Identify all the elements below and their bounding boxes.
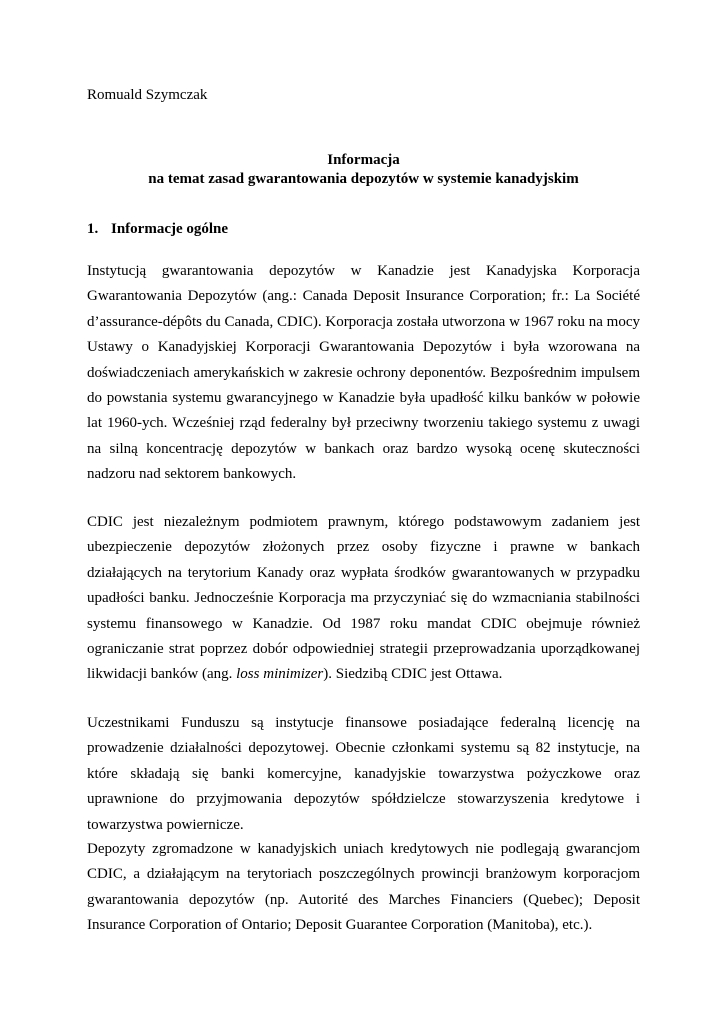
section-title: Informacje ogólne [111,221,229,237]
paragraph-2-italic-term: loss minimizer [236,666,324,683]
author-name: Romuald Szymczak [87,87,208,103]
document-title [87,151,640,189]
title-line-1: Informacja [327,152,400,168]
section-number: 1. [87,221,99,237]
paragraph-2 [87,510,640,688]
paragraph-3: Uczestnikami Funduszu są instytucje finansowe posiadające federalną licencję na prowadzenie działalności depozytowej. Obecnie członkami systemu są 82 instytucje, na które składają się banki komercyjne, kanadyjskie towarzystwa pożyczkowe oraz uprawnione do przyjmowania depozytów spółdzielcze stowarzyszenia kredytowe i towarzystwa powiernicze. [87,715,640,833]
paragraph-2-text-before: CDIC jest niezależnym podmiotem prawnym, którego podstawowym zadaniem jest ubezpieczenie depozytów złożonych przez osoby fizyczne i prawne w bankach działających na terytorium Kanady oraz wypłata środków gwarantowanych w przypadku upadłości banku. Jednocześnie Korporacja ma przyczyniać się do wzmacniania stabilności systemu finansowego w Kanadzie. Od 1987 roku mandat CDIC obejmuje również ograniczanie strat poprzez dobór odpowiedniej strategii przeprowadzania uporządkowanej likwidacji banków (ang. [87,514,640,683]
paragraph-4: Depozyty zgromadzone w kanadyjskich uniach kredytowych nie podlegają gwarancjom CDIC, a działającym na terytoriach poszczególnych prowincji branżowym korporacjom gwarantowania depozytów (np. Autorité des Marches Financiers (Quebec); Deposit Insurance Corporation of Ontario; Deposit Guarantee Corporation (Manitoba), etc.). [87,841,640,934]
paragraph-1: Instytucją gwarantowania depozytów w Kanadzie jest Kanadyjska Korporacja Gwarantowania Depozytów (ang.: Canada Deposit Insurance Corporation; fr.: La Société d’assurance-dépôts du Canada, CDIC). Korporacja została utworzona w 1967 roku na mocy Ustawy o Kanadyjskiej Korporacji Gwarantowania Depozytów i była wzorowana na doświadczeniach amerykańskich w zakresie ochrony deponentów. Bezpośrednim impulsem do powstania systemu gwarancyjnego w Kanadzie była upadłość kilku banków w połowie lat 1960-ych. Wcześniej rząd federalny był przeciwny tworzeniu takiego systemu z uwagi na silną koncentrację depozytów w bankach oraz bardzo wysoką ocenę skuteczności nadzoru nad sektorem bankowych. [87,263,640,483]
title-line-2: na temat zasad gwarantowania depozytów w systemie kanadyjskim [148,171,579,187]
paragraph-2-text-after: ). Siedzibą CDIC jest Ottawa. [323,666,503,683]
section-heading [87,219,228,239]
